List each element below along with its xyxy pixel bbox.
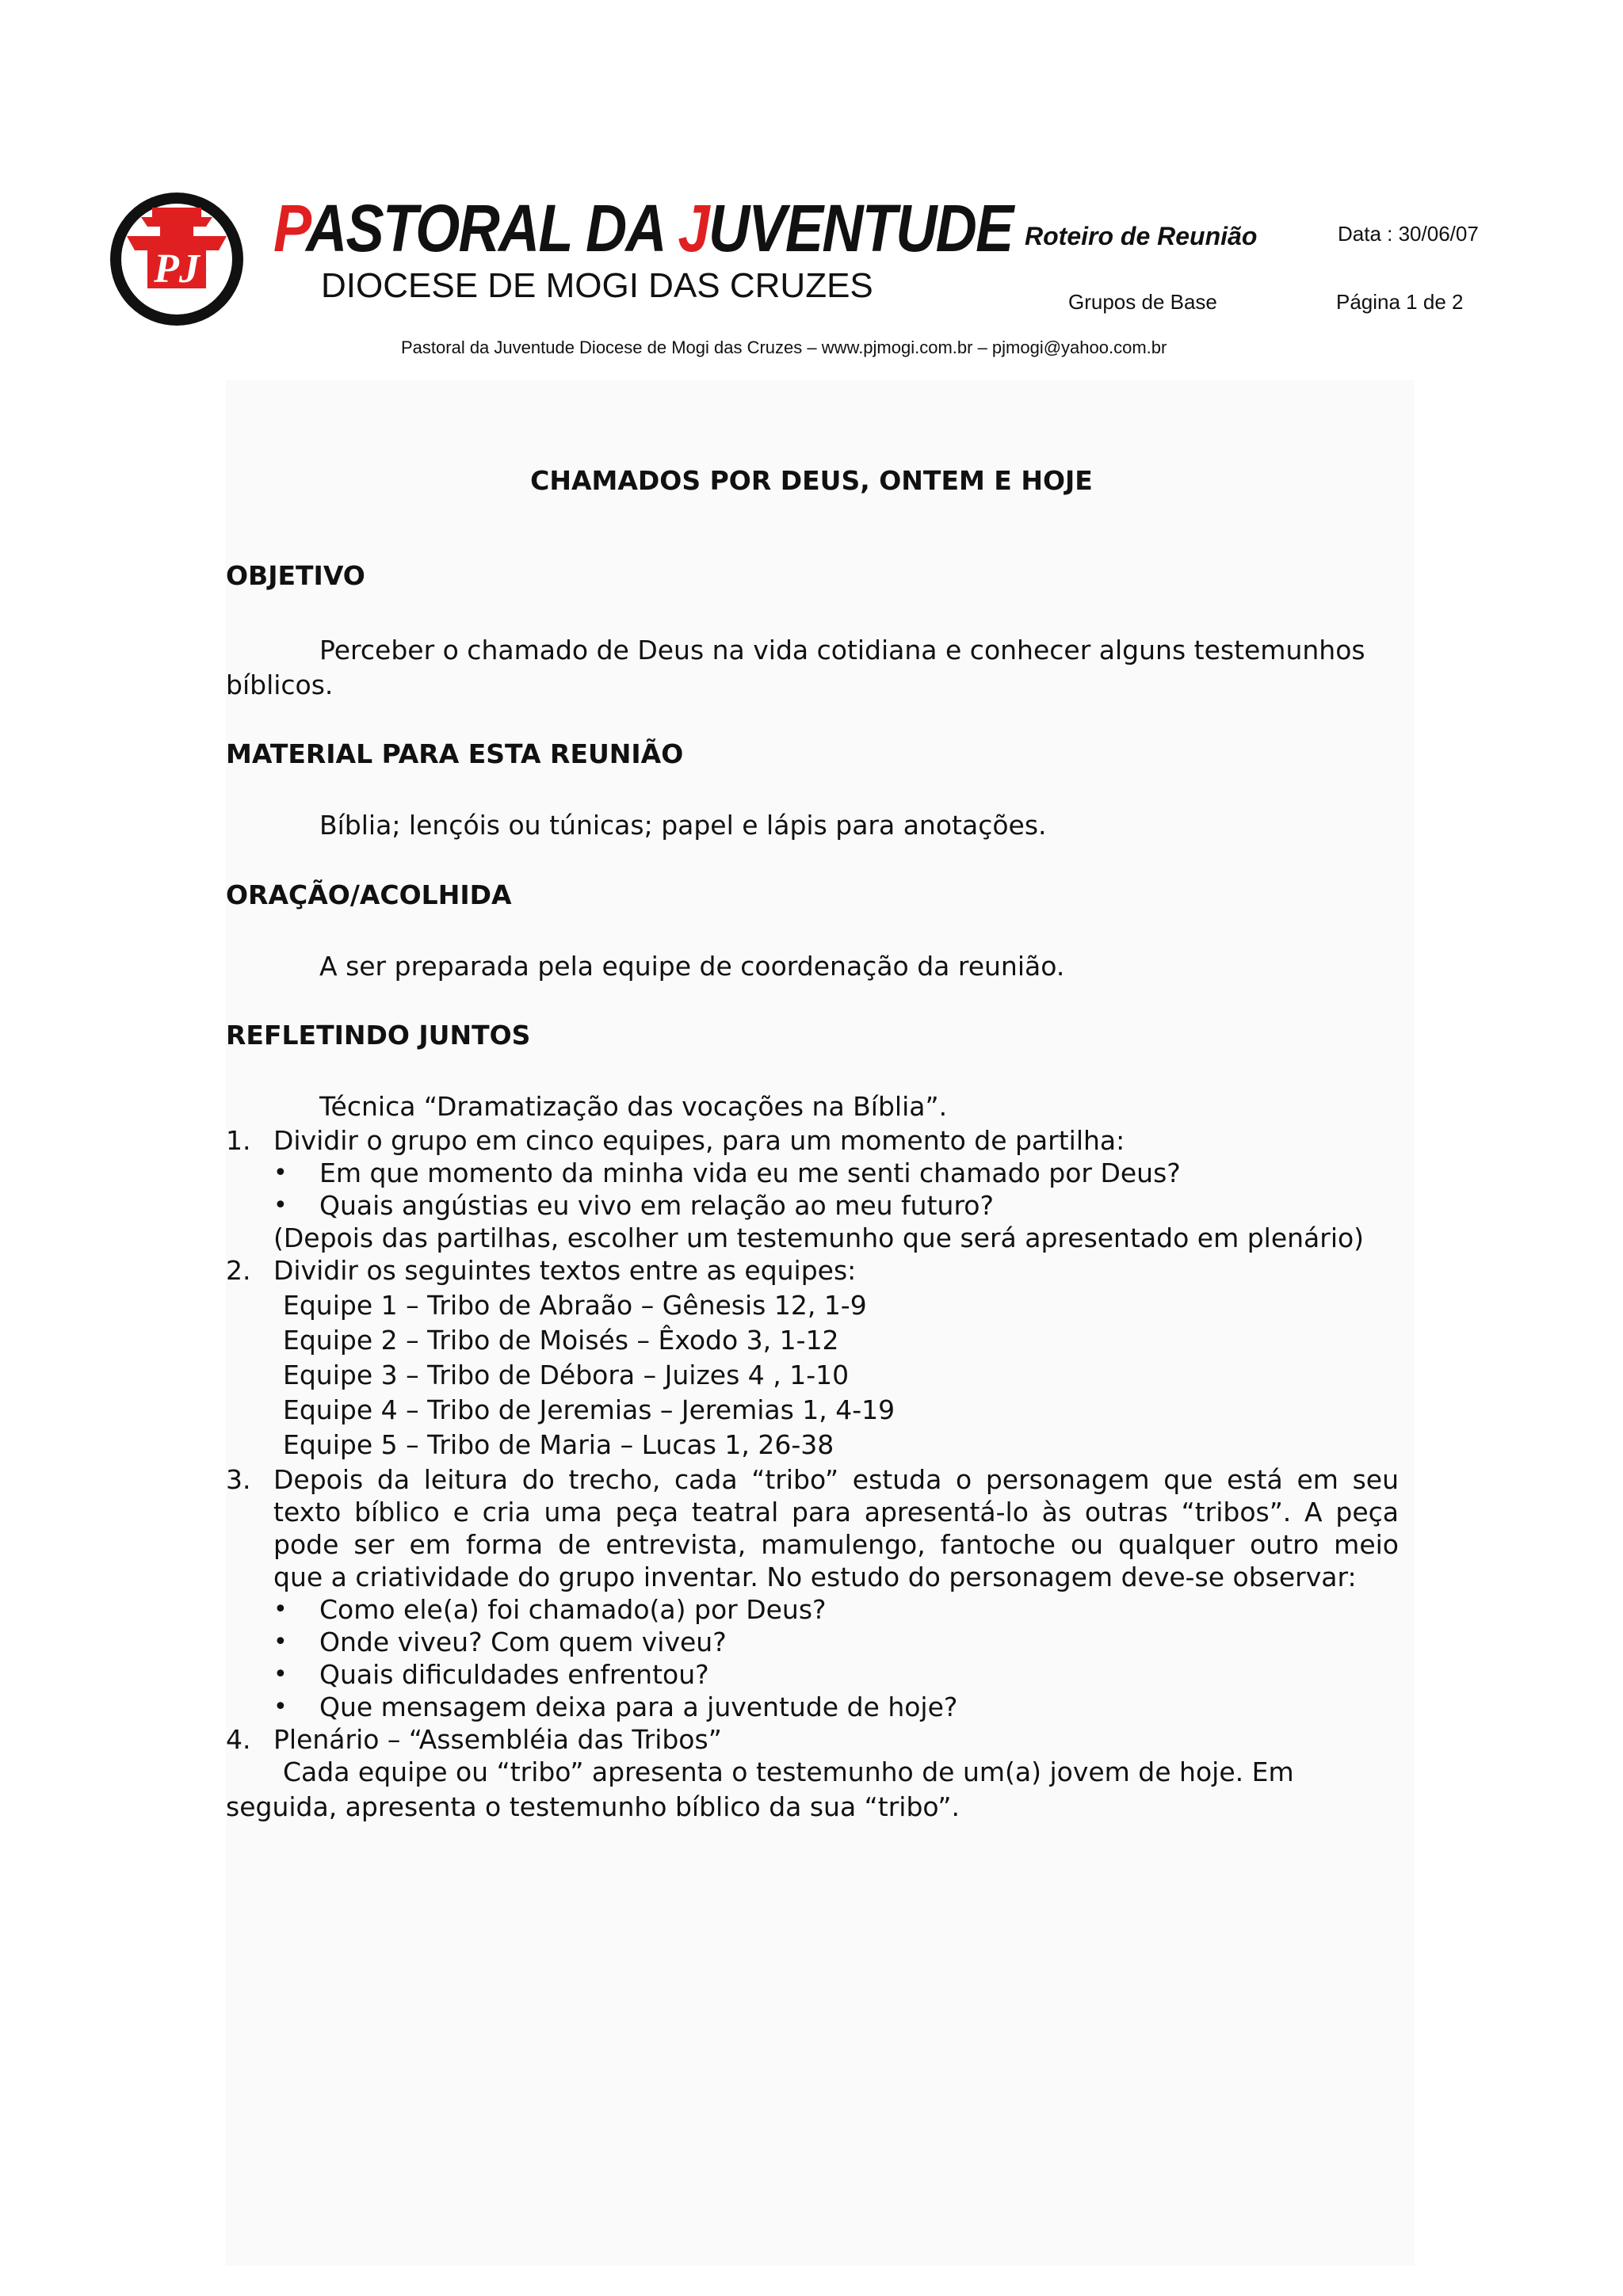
svg-text:PJ: PJ bbox=[154, 246, 200, 292]
tecnica-intro: Técnica “Dramatização das vocações na Bíblia”. bbox=[319, 1091, 948, 1122]
step-3-line: texto bíblico e cria uma peça teatral para apresentá-lo às outras “tribos”. A peça bbox=[273, 1497, 1399, 1527]
heading-objetivo: OBJETIVO bbox=[226, 560, 365, 591]
heading-oracao: ORAÇÃO/ACOLHIDA bbox=[226, 879, 512, 910]
bullet-icon: • bbox=[273, 1628, 288, 1656]
step-number: 3. bbox=[226, 1464, 251, 1495]
step-number: 1. bbox=[226, 1125, 251, 1156]
step-3-bullet: Quais dificuldades enfrentou? bbox=[319, 1659, 709, 1690]
contact-line: Pastoral da Juventude Diocese de Mogi das Cruzes – www.pjmogi.com.br – pjmogi@yahoo.com.br bbox=[401, 338, 1167, 357]
step-number: 2. bbox=[226, 1255, 251, 1286]
step-3-bullet: Como ele(a) foi chamado(a) por Deus? bbox=[319, 1594, 827, 1625]
team-assignment: Equipe 5 – Tribo de Maria – Lucas 1, 26-38 bbox=[283, 1429, 834, 1460]
step-3-bullet: Que mensagem deixa para a juventude de hoje? bbox=[319, 1691, 958, 1722]
step-4-line-1: Cada equipe ou “tribo” apresenta o testemunho de um(a) jovem de hoje. Em bbox=[283, 1756, 1294, 1787]
oracao-text: A ser preparada pela equipe de coordenação da reunião. bbox=[319, 951, 1065, 982]
heading-refletindo: REFLETINDO JUNTOS bbox=[226, 1020, 531, 1051]
objetivo-line-1: Perceber o chamado de Deus na vida cotidiana e conhecer alguns testemunhos bbox=[319, 635, 1365, 666]
step-3-bullet: Onde viveu? Com quem viveu? bbox=[319, 1627, 727, 1657]
step-3-line: Depois da leitura do trecho, cada “tribo” estuda o personagem que está em seu bbox=[273, 1464, 1399, 1495]
doc-group: Grupos de Base bbox=[1068, 290, 1217, 314]
pastoral-logo-icon bbox=[108, 190, 246, 328]
step-4-text: Plenário – “Assembléia das Tribos” bbox=[273, 1724, 722, 1755]
bullet-icon: • bbox=[273, 1596, 288, 1623]
bullet-icon: • bbox=[273, 1192, 288, 1219]
brand-word-pastoral: ASTORAL DA bbox=[306, 191, 678, 265]
heading-material: MATERIAL PARA ESTA REUNIÃO bbox=[226, 738, 684, 769]
doc-date: Data : 30/06/07 bbox=[1338, 222, 1479, 246]
brand-initial-p: P bbox=[273, 191, 307, 265]
team-assignment: Equipe 2 – Tribo de Moisés – Êxodo 3, 1-12 bbox=[283, 1325, 839, 1356]
step-1-bullet: Quais angústias eu vivo em relação ao meu futuro? bbox=[319, 1190, 994, 1221]
objetivo-line-2: bíblicos. bbox=[226, 669, 334, 700]
step-1-text: Dividir o grupo em cinco equipes, para um momento de partilha: bbox=[273, 1125, 1125, 1156]
step-number: 4. bbox=[226, 1724, 251, 1755]
brand-word-juventude: UVENTUDE bbox=[708, 191, 1013, 265]
team-assignment: Equipe 1 – Tribo de Abraão – Gênesis 12, 1-9 bbox=[283, 1290, 867, 1321]
bullet-icon: • bbox=[273, 1159, 288, 1187]
team-assignment: Equipe 4 – Tribo de Jeremias – Jeremias 1, 4-19 bbox=[283, 1394, 896, 1425]
step-1-note: (Depois das partilhas, escolher um testemunho que será apresentado em plenário) bbox=[273, 1222, 1365, 1253]
page-number: Página 1 de 2 bbox=[1336, 290, 1464, 314]
material-text: Bíblia; lençóis ou túnicas; papel e lápis para anotações. bbox=[319, 810, 1047, 841]
team-assignment: Equipe 3 – Tribo de Débora – Juizes 4 , 1-10 bbox=[283, 1360, 850, 1390]
step-3-line: que a criatividade do grupo inventar. No estudo do personagem deve-se observar: bbox=[273, 1562, 1357, 1592]
step-2-text: Dividir os seguintes textos entre as equipes: bbox=[273, 1255, 857, 1286]
document-title: CHAMADOS POR DEUS, ONTEM E HOJE bbox=[530, 465, 1093, 496]
bullet-icon: • bbox=[273, 1693, 288, 1721]
brand-initial-j: J bbox=[678, 191, 708, 265]
diocese-subtitle: DIOCESE DE MOGI DAS CRUZES bbox=[321, 266, 873, 305]
bullet-icon: • bbox=[273, 1661, 288, 1688]
step-1-bullet: Em que momento da minha vida eu me senti chamado por Deus? bbox=[319, 1158, 1181, 1188]
doc-type: Roteiro de Reunião bbox=[1025, 222, 1258, 250]
step-3-line: pode ser em forma de entrevista, mamulengo, fantoche ou qualquer outro meio bbox=[273, 1529, 1399, 1560]
brand-title bbox=[273, 189, 1013, 268]
step-4-line-2: seguida, apresenta o testemunho bíblico da sua “tribo”. bbox=[226, 1791, 960, 1822]
